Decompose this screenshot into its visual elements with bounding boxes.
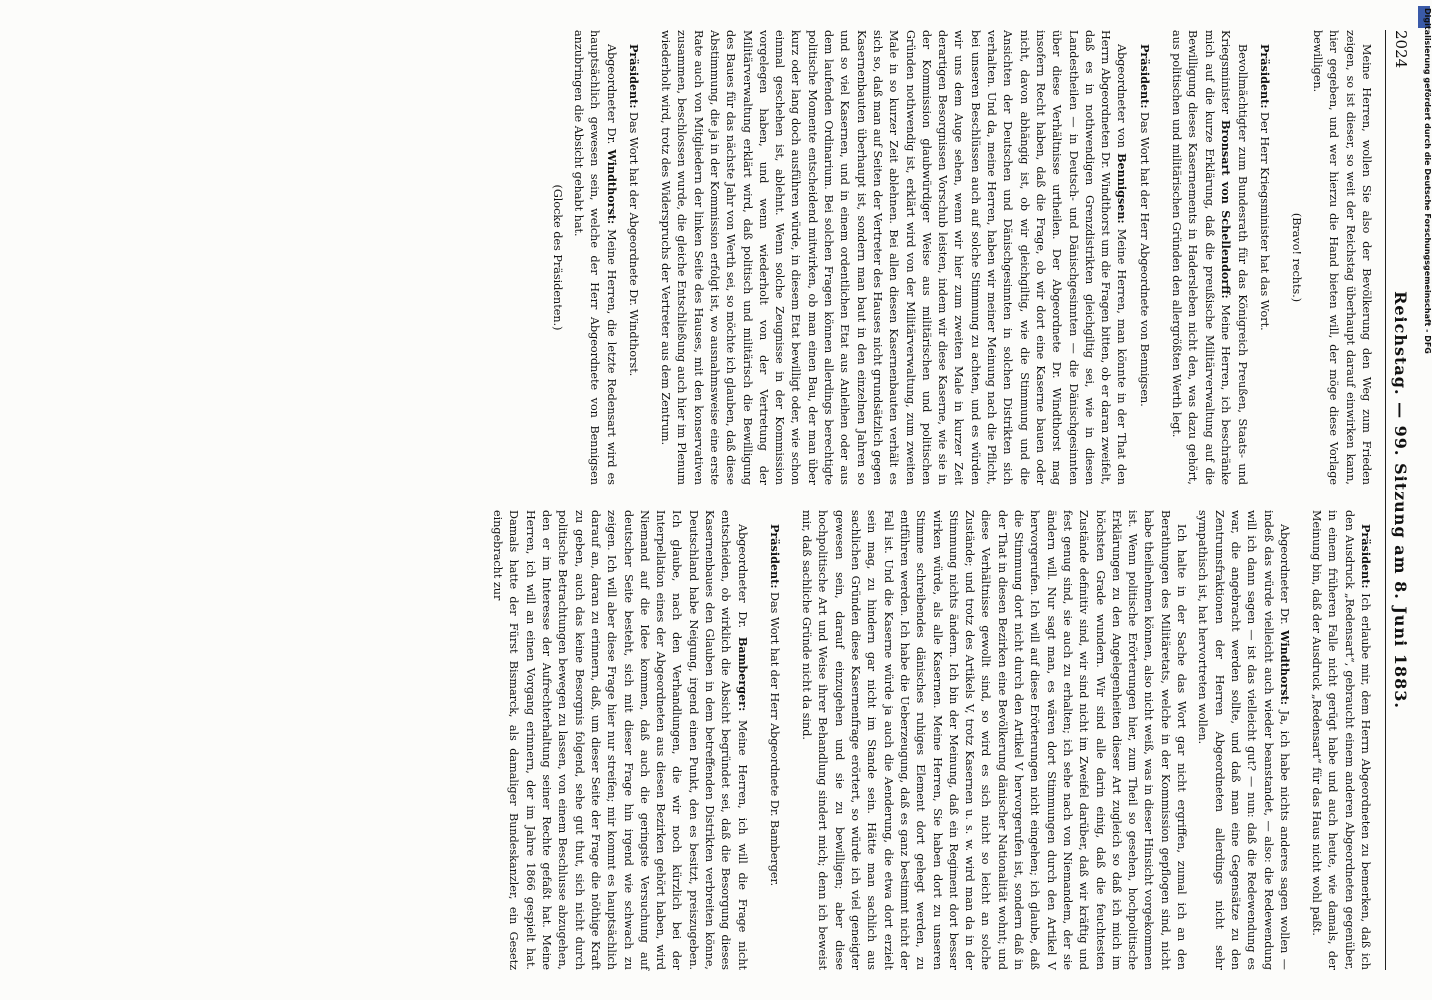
interjection: (Glocke des Präsidenten.) xyxy=(550,184,564,331)
page-header xyxy=(1380,0,1410,1000)
paragraph: Präsident: Der Herr Kriegsminister hat das Wort. xyxy=(1257,44,1272,331)
page-number: 2024 xyxy=(1392,30,1410,69)
credit-strip xyxy=(1422,8,1431,988)
paragraph: Präsident: Das Wort hat der Abgeordnete Dr. Windthorst. xyxy=(626,44,641,377)
paragraph: Ich halte in der Sache das Wort gar nicht ergriffen, zumal ich an den Berathungen des Militäretats, welche in der Kommission gepflogen sind, nicht habe theilnehmen können, also nicht weiß, was in dieser Hinsicht vorgekommen ist. Wenn politische Erörterungen hier, zum Theil so gesehen, hochpolitische Erklärungen zu den Angelegenheiten dieser Art zugleich so daß ich mich im höchsten Grade wundern. Wir sind alle darin einig, daß die feuchtesten Zustände definitiv sind, wir sind nicht im Zweifel darüber, daß wir kräftig und fest genug sind, sie auch zu erhalten; ich sehe nach von Niemandem, der sie ändern will. Nur sagt man, es wären dort Stimmungen durch den Artikel V hervorgerufen. Ich will auf diese Erörterungen nicht eingehen; ich glaube, daß die Stimmung dort nicht durch den Artikel V hervorgerufen ist, sondern daß in der That in diesen Bezirken eine Bevölkerung dänischer Nationalität wohnt; und diese Verhältnisse gewollt sind, so wird es sich nicht so leicht an solche Zustände; und trotz des Artikels V, trotz Kasernen u. s. w. wird man da in der Stimmung nichts ändern. Ich bin der Meinung, daß ein Regiment dort besser wirken würde, als alle Kasernen. Meine Herren, Sie haben dort zu unseren Stimme schreibendes dänisches ruhiges Element dort gehegt werden, zu entführen werden. Ich habe die Ueberzeugung, daß es ganz bestimmt nicht der Fall ist. Und die Kaserne würde ja auch die Aenderung, die etwa dort erzielt sein mag, zu hindern gar nicht im Stande sein. Hätte man sachlich aus sachlichen Gründen diese Kasernenfrage erörtert, so würde ich viel geneigter gewesen sein, darauf einzugehen und sie zu bewilligen; aber diese hochpolitische Art und Weise ihrer Behandlung sindert mich; denn ich beweist mir, daß sachliche Gründe nicht da sind. xyxy=(800,510,1189,970)
paragraph: Präsident: Ich erlaube mir, dem Herrn Abgeordneten zu bemerken, daß ich den Ausdruck „Redensart“, gebraucht einem anderen Abgeordneten gegenüber, in einem früheren Falle nicht gerügt habe und auch heute, wie damals, der Meinung bin, daß der Ausdruck „Redensart“ für das Haus nicht wohl paßt. xyxy=(1310,510,1373,970)
credit-line: Digitalisierung gefördert durch die Deutsche Forschungsgemeinschaft - DFG xyxy=(1423,8,1432,354)
paragraph: Abgeordneter Dr. Bamberger: Meine Herren, ich will die Frage nicht entscheiden, ob wirklich die Absicht begründet sei, daß die Besorgung dieses Kasernenbaues den Glauben in dem betreffenden Distrikten verbreiten könne, Deutschland habe Neigung, irgend einen Punkt, den es besitzt, preiszugeben. Ich glaube, nach den Verhandlungen, die wir noch kürzlich bei der Interpellation eines der Abgeordneten aus diesen Bezirken gehört haben, wird Niemand auf die Idee kommen, daß auch die geringste Versuchung auf deutscher Seite besteht, sich mit dieser Frage hin irgend wie schwach zu zeigen. Ich will aber diese Frage hier nur streifen; mir kommt es hauptsächlich darauf an, daran zu erinnern, daß, um dieser Seite der Frage die nöthige Kraft zu geben, auch das keine Besorgnis folgend, sehe gut thut, sich nicht durch politische Betrachtungen bewegen zu lassen, von einem Beschlusse abzugehen, den er im Interesse der Aufrechterhaltung seiner Rechte gefaßt hat. Meine Herren, ich will an einen Vorgang erinnern, der im Jahre 1866 gespielt hat. Damals hatte der Fürst Bismarck, als damaliger Bundeskanzler, ein Gesetz eingebracht zur xyxy=(491,510,750,970)
paragraph: Bevollmächtigter zum Bundesrath für das Königreich Preußen, Staats- und Kriegsminister Bronsart von Schellendorff: Meine Herren, ich beschränke mich auf die kurze Erklärung, daß die preußische Militärverwaltung auf die Bewilligung dieses Kasernements in Hadersleben nicht den, was dazu gehört, aus politischen und militärischen Gründen den allergrößten Werth legt. xyxy=(1170,30,1250,486)
paragraph: Präsident: Das Wort hat der Herr Abgeordnete von Bennigsen. xyxy=(1137,44,1152,407)
interjection: (Bravo! rechts.) xyxy=(1289,212,1303,303)
column-right xyxy=(484,510,1374,970)
column-left xyxy=(543,30,1374,485)
paragraph: Abgeordneter Dr. Windthorst: Meine Herren, die letzte Redensart wird es hauptsächlich gewesen sein, welche der Herr Abgeordnete von Bennigsen anzubringen die Absicht gehabt hat. xyxy=(571,30,619,485)
running-head: Reichstag. — 99. Sitzung am 8. Juni 1883. xyxy=(1391,291,1410,709)
paragraph: Abgeordneter von Bennigsen: Meine Herren, man könnte in der That den Herrn Abgeordneten Dr. Windthorst um die Fragen bitten, ob er daran zweifelt, daß es in nothwendigen Grenzdistrikten gleichgiltig sei, wie in diesen Landestheilen — in Deutsch- und Dänischgesinnten — die Dänischgesinnten über diese Verhältnisse urtheilen. Der Abgeordnete Dr. Windthorst mag insofern Recht haben, daß die Frage, ob wir dort eine Kaserne bauen oder nicht, davon abhängig ist, ob wir gleichgiltig, wie die Stimmung und die Ansichten der Deutschen und Dänischgesinnten in solchen Distrikten sich verhalten. Und da, meine Herren, haben wir meiner Meinung nach die Pflicht, bei unseren Beschlüssen auch auf solche Stimmung zu achten, und es würden wir uns dem Auge sehen, wenn wir hier zum zweiten Male in kurzer Zeit derartigen Besorgnissen Vorschub leisten, indem wir diese Kaserne, wie sie in der Kommission glaubwürdiger Weise aus militärischen und politischen Gründen nothwendig ist, erklärt wird von der Militärverwaltung, zum zweiten Male in so kurzer Zeit ablehnen. Bei allen diesen Kasernenbauten verhält es sich so, daß man auf Seiten der Vertreter des Hauses nicht grundsätzlich gegen Kasernenbauten überhaupt ist, sondern man baut in den einzelnen Jahren so und so viel Kasernen, und in einem ordentlichen Etat aus Anleihen oder aus dem laufenden Ordinarium. Bei solchen Fragen können allerdings berechtigte politische Momente entscheidend mitwirken, ob man einen Bau, der man über kurz oder lang doch ausführen würde, in diesem Etat bewilligt oder, wie schon einmal geschehen ist, ablehnt. Wenn solche Zeugnisse in der Kommission vorgelegen haben, und wenn wiederholt von der Vertretung der Militärverwaltung erklärt wird, daß politisch und militärisch die Bewilligung des Baues für das nächste Jahr von Werth sei, so möchte ich glauben, daß diese Abstimmung, die ja in der Kommission erfolgt ist, wo ausnahmsweise eine erste Rate auch von Mitgliedern der linken Seite des Hauses, mit den konservativen zusammen, beschlossen wurde, die gleiche Entschließung auch hier im Plenum wiederholt wird, trotz des Widerspruchs der Vertreter aus dem Zentrum. xyxy=(659,30,1130,485)
paragraph: Abgeordneter Dr. Windthorst: Ja, ich habe nichts anderes sagen wollen — indeß das würde vielleicht auch wieder beanstandet, — also: die Redewendung will ich dann sagen — ist das vielleicht gut? — nun: daß die Redewendung es war, die angebracht werden sollte, und daß man eine Gegensätze zu den Zentrumsfraktionen der Herren Abgeordneten allerdings nicht sehr sympathisch ist, hat hervortreten wollen. xyxy=(1196,510,1292,970)
header-rule xyxy=(1385,30,1386,970)
paragraph: Meine Herren, wollen Sie also der Bevölkerung den Weg zum Frieden zeigen, so ist dieser, so weit der Reichstag überhaupt darauf einwirken kann, hier gegeben, und wer hierzu die Hand bieten will, der möge diese Vorlage bewilligen. xyxy=(1311,30,1373,485)
paragraph: Präsident: Das Wort hat der Herr Abgeordnete Dr. Bamberger. xyxy=(767,524,782,887)
